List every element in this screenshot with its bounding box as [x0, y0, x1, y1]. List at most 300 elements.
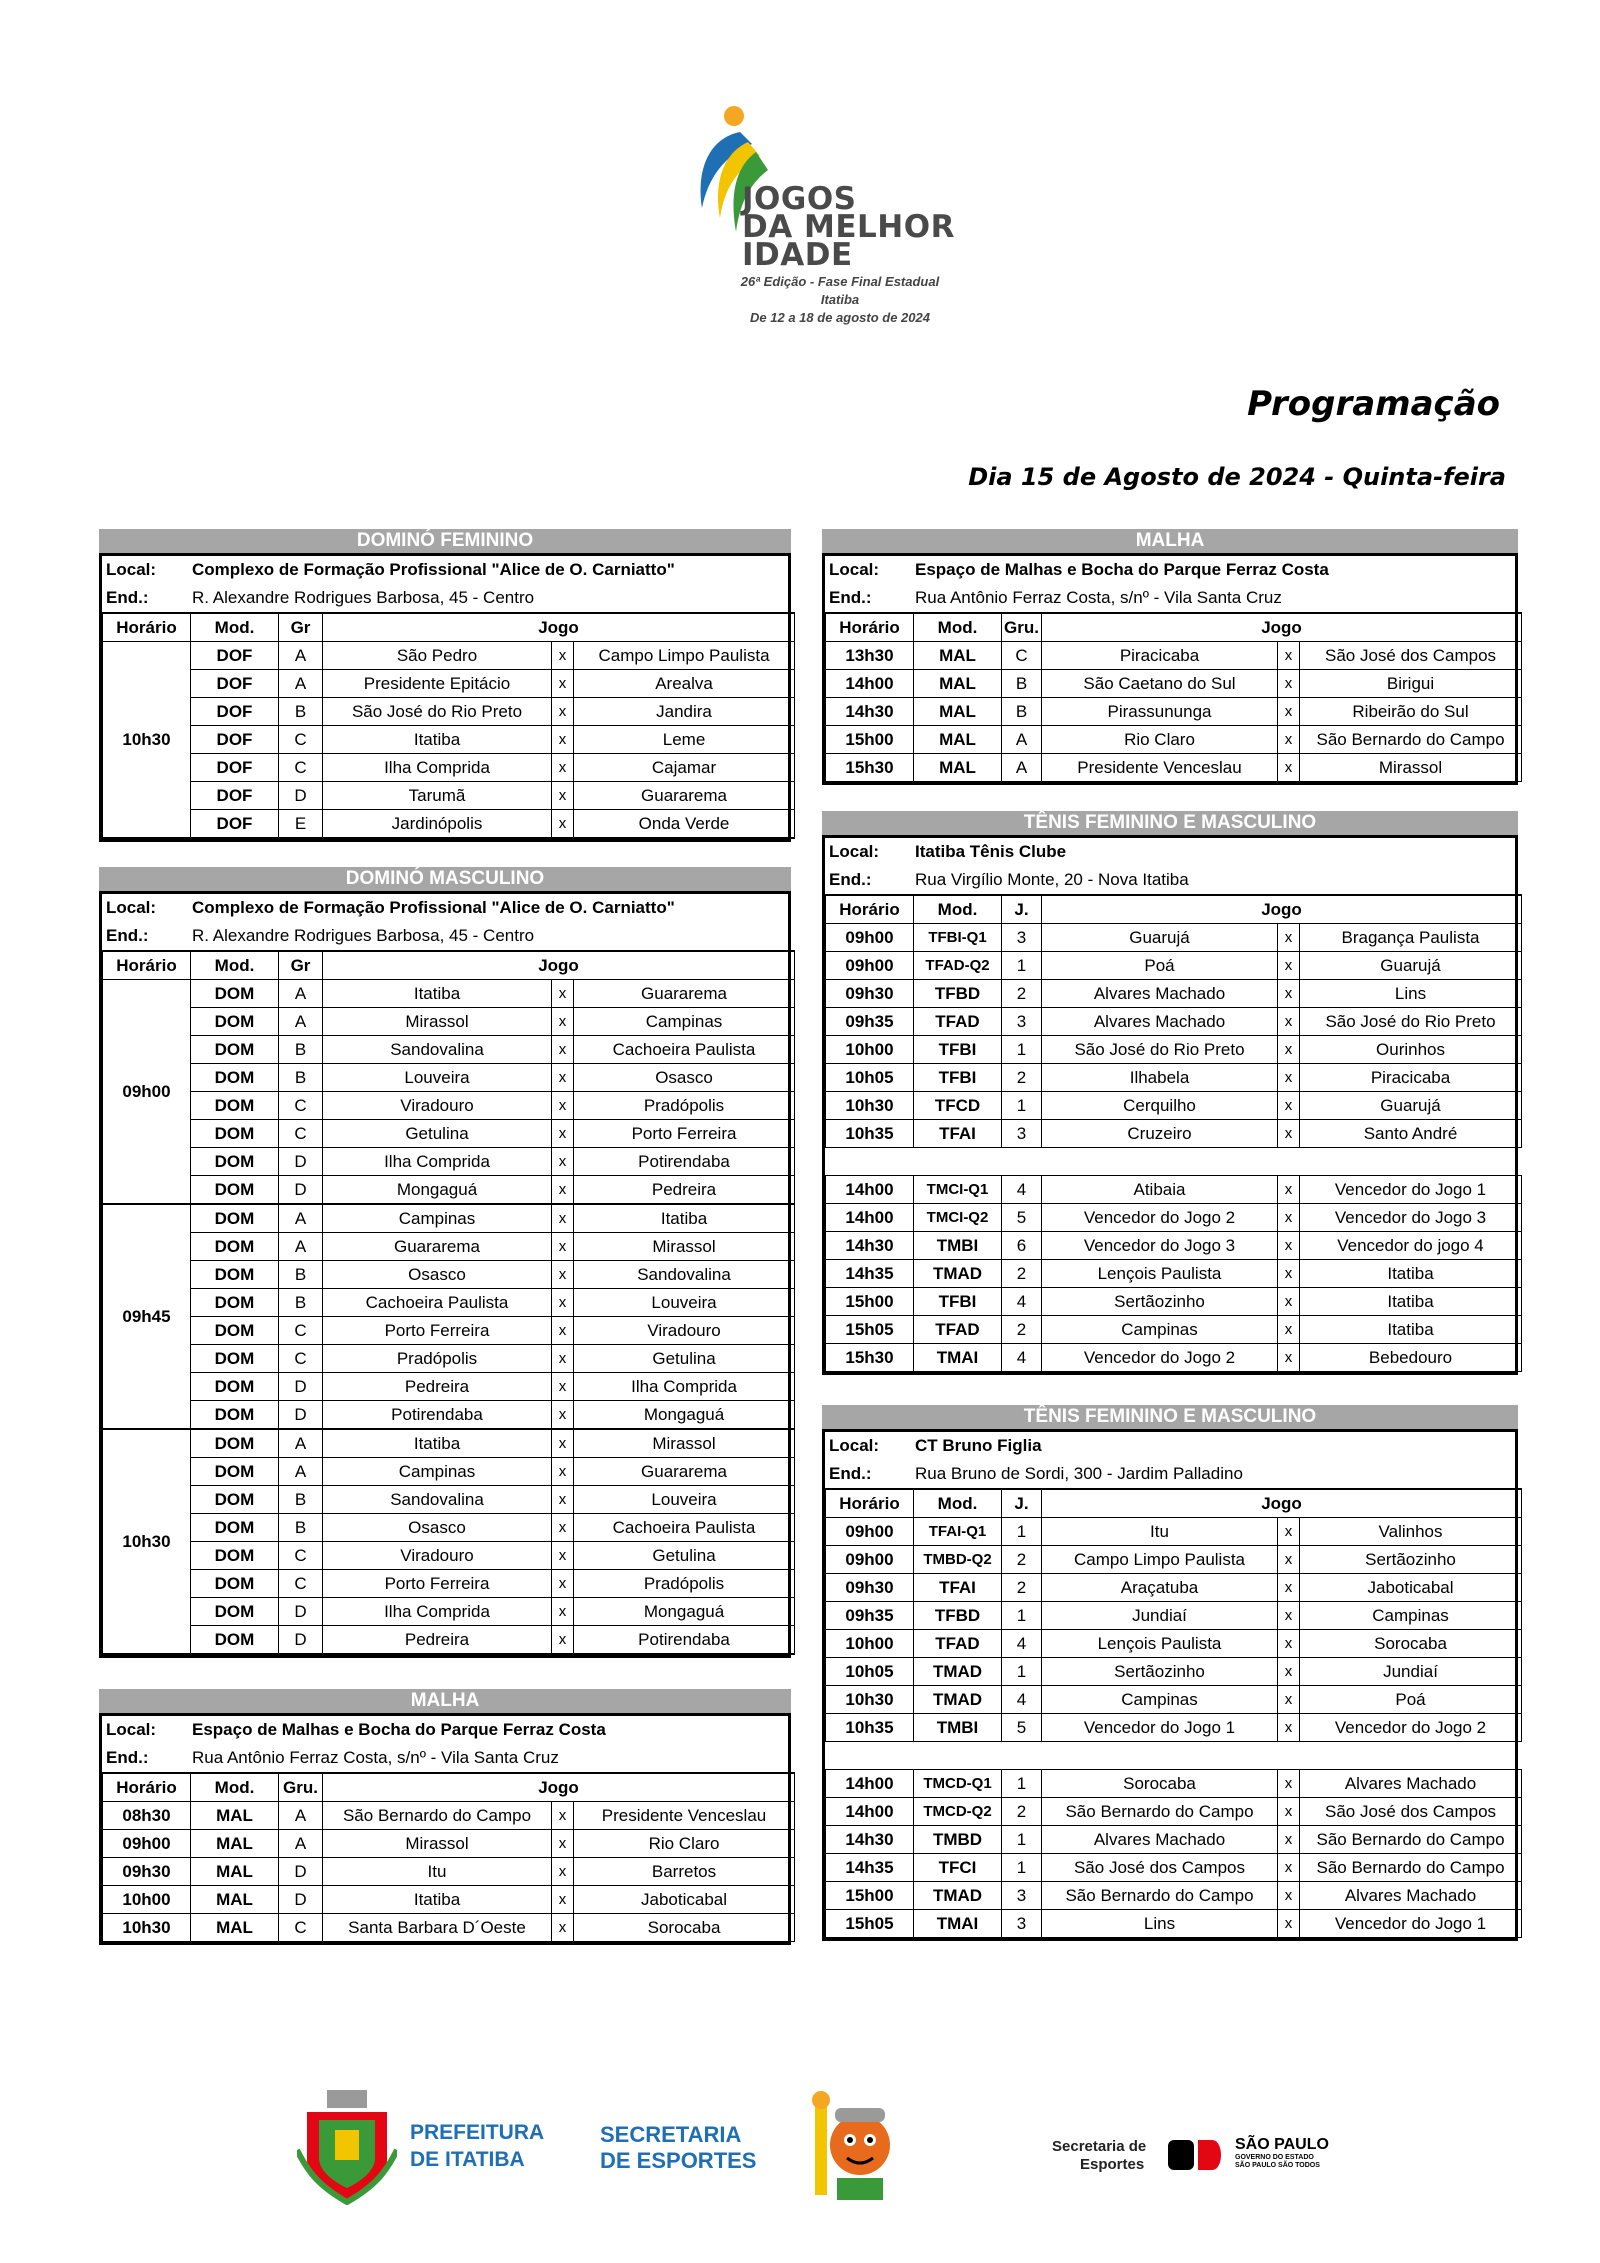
team-a-cell: Pedreira [323, 1626, 552, 1655]
mod-cell: DOM [191, 1092, 279, 1120]
mod-cell: DOM [191, 1345, 279, 1373]
team-a-cell: Lençois Paulista [1042, 1630, 1278, 1658]
group-cell: 3 [1002, 1008, 1042, 1036]
table-row [103, 1486, 795, 1514]
group-cell: A [279, 1429, 323, 1458]
time-cell: 14h00 [826, 1798, 914, 1826]
mod-cell: DOF [191, 670, 279, 698]
group-cell: 2 [1002, 1260, 1042, 1288]
table-row [103, 1914, 795, 1942]
versus-cell: x [552, 754, 574, 782]
versus-cell: x [1278, 1882, 1300, 1910]
time-cell: 10h05 [826, 1658, 914, 1686]
table-row [826, 726, 1522, 754]
mod-cell: TFBI [914, 1036, 1002, 1064]
versus-cell: x [552, 1064, 574, 1092]
table-row [826, 1546, 1522, 1574]
versus-cell: x [552, 1008, 574, 1036]
versus-cell: x [1278, 1036, 1300, 1064]
time-cell: 10h30 [103, 642, 191, 839]
team-b-cell: Campinas [574, 1008, 795, 1036]
group-cell: 1 [1002, 1602, 1042, 1630]
mod-cell: TFAD [914, 1630, 1002, 1658]
section-malha-left [99, 1689, 791, 1945]
mod-cell: TFBD [914, 1602, 1002, 1630]
team-a-cell: Pirassununga [1042, 698, 1278, 726]
mod-cell: DOM [191, 1486, 279, 1514]
venue-local-value: Espaço de Malhas e Bocha do Parque Ferraz Costa [915, 560, 1329, 579]
header-mod: Mod. [914, 613, 1002, 642]
time-cell: 09h00 [103, 980, 191, 1205]
group-cell: A [279, 1204, 323, 1233]
group-cell: C [279, 1542, 323, 1570]
table-row [826, 1826, 1522, 1854]
table-row [826, 1260, 1522, 1288]
team-a-cell: Louveira [323, 1064, 552, 1092]
versus-cell: x [552, 1570, 574, 1598]
versus-cell: x [1278, 952, 1300, 980]
venue-address [102, 1744, 788, 1772]
sp-line-2: GOVERNO DO ESTADO [1235, 2154, 1314, 2161]
group-cell: A [279, 1830, 323, 1858]
team-b-cell: Alvares Machado [1300, 1882, 1522, 1910]
time-cell: 15h05 [826, 1910, 914, 1938]
versus-cell: x [1278, 1316, 1300, 1344]
time-cell: 15h00 [826, 1288, 914, 1316]
group-cell: B [279, 1064, 323, 1092]
versus-cell: x [1278, 698, 1300, 726]
versus-cell: x [552, 1542, 574, 1570]
team-b-cell: Arealva [574, 670, 795, 698]
team-a-cell: Lins [1042, 1910, 1278, 1938]
time-cell: 15h05 [826, 1316, 914, 1344]
header-mod: Mod. [191, 613, 279, 642]
team-b-cell: São Bernardo do Campo [1300, 726, 1522, 754]
mod-cell: TMAI [914, 1344, 1002, 1372]
team-a-cell: Campinas [1042, 1686, 1278, 1714]
versus-cell: x [552, 1401, 574, 1430]
table-row [826, 1232, 1522, 1260]
time-cell: 09h00 [826, 1518, 914, 1546]
team-a-cell: Cerquilho [1042, 1092, 1278, 1120]
table-row [103, 1204, 795, 1233]
table-row [826, 1204, 1522, 1232]
team-b-cell: Pradópolis [574, 1092, 795, 1120]
table-row [103, 1008, 795, 1036]
team-b-cell: São José do Rio Preto [1300, 1008, 1522, 1036]
group-cell: A [279, 670, 323, 698]
header-mod: Mod. [191, 1773, 279, 1802]
group-cell: 1 [1002, 1518, 1042, 1546]
venue-local-label: Local: [106, 560, 157, 579]
mod-cell: DOM [191, 1542, 279, 1570]
header-group: J. [1002, 1489, 1042, 1518]
team-b-cell: Leme [574, 726, 795, 754]
versus-cell: x [1278, 1574, 1300, 1602]
table-header [826, 613, 1522, 642]
schedule-table [102, 950, 795, 1655]
table-row [103, 1345, 795, 1373]
team-a-cell: Sorocaba [1042, 1770, 1278, 1798]
table-row [103, 980, 795, 1008]
schedule-table [825, 612, 1522, 782]
team-b-cell: Jaboticabal [574, 1886, 795, 1914]
team-b-cell: Birigui [1300, 670, 1522, 698]
venue-address [102, 922, 788, 950]
table-row [103, 670, 795, 698]
venue-local-label: Local: [829, 1436, 880, 1455]
time-cell: 10h00 [103, 1886, 191, 1914]
header-jogo: Jogo [1042, 613, 1522, 642]
versus-cell: x [552, 1598, 574, 1626]
group-cell: C [279, 1914, 323, 1942]
header-group: J. [1002, 895, 1042, 924]
mod-cell: DOF [191, 698, 279, 726]
versus-cell: x [552, 1261, 574, 1289]
group-cell: A [1002, 754, 1042, 782]
team-b-cell: Louveira [574, 1486, 795, 1514]
header-horario: Horário [103, 951, 191, 980]
team-a-cell: São José do Rio Preto [1042, 1036, 1278, 1064]
venue-address [825, 584, 1515, 612]
team-a-cell: Cachoeira Paulista [323, 1289, 552, 1317]
table-row [103, 1458, 795, 1486]
group-cell: 1 [1002, 1770, 1042, 1798]
time-cell: 14h30 [826, 1826, 914, 1854]
group-cell: C [1002, 642, 1042, 670]
team-a-cell: São Pedro [323, 642, 552, 670]
itatiba-coat-of-arms-icon [297, 2090, 397, 2205]
page-title: Programação [1247, 384, 1500, 424]
mod-cell: DOM [191, 980, 279, 1008]
table-row [103, 1514, 795, 1542]
logo-edition: 26ª Edição - Fase Final Estadual [740, 274, 940, 289]
table-row [103, 1858, 795, 1886]
schedule-table [825, 894, 1522, 1372]
time-cell: 09h00 [103, 1830, 191, 1858]
table-row [103, 1626, 795, 1655]
blank-cell [826, 1742, 1522, 1770]
team-a-cell: Jundiaí [1042, 1602, 1278, 1630]
team-b-cell: Osasco [574, 1064, 795, 1092]
group-cell: E [279, 810, 323, 839]
versus-cell: x [552, 1886, 574, 1914]
team-a-cell: Campo Limpo Paulista [1042, 1546, 1278, 1574]
table-row [103, 810, 795, 839]
mod-cell: DOM [191, 1148, 279, 1176]
header-group: Gru. [279, 1773, 323, 1802]
group-cell: 4 [1002, 1288, 1042, 1316]
group-cell: B [279, 1514, 323, 1542]
table-row [826, 1344, 1522, 1372]
team-a-cell: Sandovalina [323, 1486, 552, 1514]
sec-sp-line-2: Esportes [1080, 2156, 1145, 2173]
team-a-cell: Presidente Epitácio [323, 670, 552, 698]
versus-cell: x [552, 1458, 574, 1486]
sp-brand-icon [1168, 2136, 1228, 2176]
team-b-cell: Vencedor do jogo 4 [1300, 1232, 1522, 1260]
day-subtitle: Dia 15 de Agosto de 2024 - Quinta-feira [968, 463, 1506, 491]
table-row [826, 1714, 1522, 1742]
time-cell: 09h00 [826, 924, 914, 952]
team-b-cell: Alvares Machado [1300, 1770, 1522, 1798]
versus-cell: x [552, 1120, 574, 1148]
table-row [103, 1830, 795, 1858]
team-a-cell: Alvares Machado [1042, 1826, 1278, 1854]
mod-cell: DOM [191, 1458, 279, 1486]
table-row [826, 1630, 1522, 1658]
team-a-cell: São Bernardo do Campo [1042, 1882, 1278, 1910]
group-cell: C [279, 726, 323, 754]
team-a-cell: Vencedor do Jogo 2 [1042, 1344, 1278, 1372]
team-b-cell: Porto Ferreira [574, 1120, 795, 1148]
venue-local-value: Itatiba Tênis Clube [915, 842, 1067, 861]
team-a-cell: Ilha Comprida [323, 1598, 552, 1626]
venue-address-value: Rua Bruno de Sordi, 300 - Jardim Palladino [915, 1464, 1243, 1483]
mod-cell: TMCI-Q1 [914, 1176, 1002, 1204]
versus-cell: x [552, 1914, 574, 1942]
versus-cell: x [1278, 1686, 1300, 1714]
table-row [826, 1574, 1522, 1602]
table-row [103, 1261, 795, 1289]
time-cell: 09h00 [826, 952, 914, 980]
venue-address [825, 1460, 1515, 1488]
team-a-cell: Guararema [323, 1233, 552, 1261]
mod-cell: DOF [191, 726, 279, 754]
sec-sp-line-1: Secretaria de [1052, 2138, 1147, 2155]
team-a-cell: Piracicaba [1042, 642, 1278, 670]
group-cell: B [279, 698, 323, 726]
group-cell: C [279, 1317, 323, 1345]
versus-cell: x [1278, 1260, 1300, 1288]
team-b-cell: Jundiaí [1300, 1658, 1522, 1686]
group-cell: 1 [1002, 952, 1042, 980]
group-cell: C [279, 1092, 323, 1120]
table-row [103, 642, 795, 670]
mod-cell: MAL [914, 642, 1002, 670]
team-b-cell: Guarujá [1300, 1092, 1522, 1120]
team-b-cell: Vencedor do Jogo 1 [1300, 1176, 1522, 1204]
prefeitura-line-1: PREFEITURA [410, 2121, 545, 2144]
versus-cell: x [1278, 1120, 1300, 1148]
team-b-cell: São Bernardo do Campo [1300, 1854, 1522, 1882]
header-mod: Mod. [914, 1489, 1002, 1518]
venue-local [825, 556, 1515, 584]
table-row [103, 1148, 795, 1176]
section-malha-right [822, 529, 1518, 785]
table-row [103, 1542, 795, 1570]
team-b-cell: Louveira [574, 1289, 795, 1317]
table-row [103, 1036, 795, 1064]
time-cell: 14h35 [826, 1854, 914, 1882]
group-cell: 5 [1002, 1714, 1042, 1742]
mod-cell: DOM [191, 1261, 279, 1289]
team-b-cell: Mirassol [1300, 754, 1522, 782]
header-mod: Mod. [914, 895, 1002, 924]
team-a-cell: Itatiba [323, 1429, 552, 1458]
versus-cell: x [1278, 1518, 1300, 1546]
mod-cell: DOM [191, 1233, 279, 1261]
team-a-cell: Itatiba [323, 980, 552, 1008]
table-row [826, 1910, 1522, 1938]
mod-cell: TFAI-Q1 [914, 1518, 1002, 1546]
time-cell: 09h30 [826, 980, 914, 1008]
mod-cell: MAL [914, 670, 1002, 698]
versus-cell: x [1278, 1658, 1300, 1686]
time-cell: 14h00 [826, 1204, 914, 1232]
mod-cell: DOM [191, 1064, 279, 1092]
team-a-cell: Mirassol [323, 1008, 552, 1036]
team-a-cell: Araçatuba [1042, 1574, 1278, 1602]
team-a-cell: Atibaia [1042, 1176, 1278, 1204]
team-b-cell: Cachoeira Paulista [574, 1514, 795, 1542]
versus-cell: x [1278, 1008, 1300, 1036]
table-row [826, 1658, 1522, 1686]
table-row [103, 1570, 795, 1598]
mod-cell: MAL [914, 754, 1002, 782]
mod-cell: DOF [191, 810, 279, 839]
header-horario: Horário [826, 895, 914, 924]
header-group: Gru. [1002, 613, 1042, 642]
group-cell: 3 [1002, 1882, 1042, 1910]
versus-cell: x [1278, 1770, 1300, 1798]
team-a-cell: Itatiba [323, 726, 552, 754]
team-b-cell: Potirendaba [574, 1148, 795, 1176]
group-cell: D [279, 1626, 323, 1655]
sp-line-1: SÃO PAULO [1235, 2136, 1329, 2153]
team-b-cell: Campo Limpo Paulista [574, 642, 795, 670]
time-cell: 15h30 [826, 1344, 914, 1372]
time-cell: 09h00 [826, 1546, 914, 1574]
logo-line-1: JOGOS [742, 181, 857, 217]
mod-cell: TMAD [914, 1882, 1002, 1910]
mod-cell: MAL [914, 726, 1002, 754]
team-a-cell: São Bernardo do Campo [323, 1802, 552, 1830]
group-cell: 1 [1002, 1092, 1042, 1120]
table-row [103, 1886, 795, 1914]
mod-cell: MAL [191, 1858, 279, 1886]
venue-local [102, 894, 788, 922]
group-cell: 4 [1002, 1630, 1042, 1658]
time-cell: 14h30 [826, 698, 914, 726]
venue-local-label: Local: [106, 1720, 157, 1739]
versus-cell: x [552, 1036, 574, 1064]
team-b-cell: Poá [1300, 1686, 1522, 1714]
table-row [103, 1289, 795, 1317]
table-row [826, 1120, 1522, 1148]
group-cell: D [279, 1176, 323, 1205]
group-cell: D [279, 782, 323, 810]
mod-cell: TFAD [914, 1316, 1002, 1344]
team-b-cell: Itatiba [574, 1204, 795, 1233]
team-b-cell: Ribeirão do Sul [1300, 698, 1522, 726]
versus-cell: x [1278, 924, 1300, 952]
time-cell: 14h35 [826, 1260, 914, 1288]
mod-cell: DOM [191, 1289, 279, 1317]
mod-cell: TMCI-Q2 [914, 1204, 1002, 1232]
footer [0, 2080, 1600, 2240]
group-cell: D [279, 1858, 323, 1886]
team-b-cell: Santo André [1300, 1120, 1522, 1148]
mod-cell: TMAD [914, 1260, 1002, 1288]
team-a-cell: Mongaguá [323, 1176, 552, 1205]
venue-local-value: CT Bruno Figlia [915, 1436, 1042, 1455]
team-b-cell: Sandovalina [574, 1261, 795, 1289]
schedule-table [825, 1488, 1522, 1938]
team-b-cell: Mongaguá [574, 1401, 795, 1430]
header-horario: Horário [826, 1489, 914, 1518]
time-cell: 10h00 [826, 1630, 914, 1658]
section-domino-feminino [99, 529, 791, 842]
event-logo [690, 98, 990, 338]
table-row [826, 1092, 1522, 1120]
mod-cell: DOM [191, 1036, 279, 1064]
team-b-cell: São José dos Campos [1300, 1798, 1522, 1826]
section-title: MALHA [99, 1689, 791, 1713]
logo-dates: De 12 a 18 de agosto de 2024 [750, 310, 930, 325]
mod-cell: DOM [191, 1598, 279, 1626]
header-group: Gr [279, 613, 323, 642]
group-cell: D [279, 1886, 323, 1914]
group-cell: D [279, 1148, 323, 1176]
team-a-cell: Campinas [1042, 1316, 1278, 1344]
mod-cell: TFCI [914, 1854, 1002, 1882]
mod-cell: MAL [914, 698, 1002, 726]
table-row [103, 1373, 795, 1401]
section-tenis-2 [822, 1405, 1518, 1941]
table-row [103, 1429, 795, 1458]
mod-cell: DOM [191, 1317, 279, 1345]
venue-address-value: Rua Virgílio Monte, 20 - Nova Itatiba [915, 870, 1189, 889]
table-row [103, 1317, 795, 1345]
team-a-cell: Ilha Comprida [323, 1148, 552, 1176]
mod-cell: MAL [191, 1802, 279, 1830]
time-cell: 14h00 [826, 1176, 914, 1204]
group-cell: C [279, 754, 323, 782]
venue-address-value: Rua Antônio Ferraz Costa, s/nº - Vila Santa Cruz [192, 1748, 559, 1767]
mod-cell: TMAI [914, 1910, 1002, 1938]
mod-cell: TFAI [914, 1574, 1002, 1602]
versus-cell: x [1278, 1344, 1300, 1372]
time-cell: 10h30 [826, 1092, 914, 1120]
team-a-cell: Itu [323, 1858, 552, 1886]
versus-cell: x [1278, 642, 1300, 670]
team-b-cell: Vencedor do Jogo 1 [1300, 1910, 1522, 1938]
team-a-cell: Pradópolis [323, 1345, 552, 1373]
table-row [826, 1316, 1522, 1344]
mod-cell: MAL [191, 1914, 279, 1942]
group-cell: D [279, 1373, 323, 1401]
group-cell: B [1002, 698, 1042, 726]
table-row [826, 754, 1522, 782]
sp-line-3: SÃO PAULO SÃO TODOS [1235, 2162, 1320, 2169]
mod-cell: TMAD [914, 1658, 1002, 1686]
team-a-cell: Pedreira [323, 1373, 552, 1401]
table-row [103, 1064, 795, 1092]
time-cell: 09h45 [103, 1204, 191, 1429]
group-cell: C [279, 1345, 323, 1373]
team-a-cell: Tarumã [323, 782, 552, 810]
group-cell: 5 [1002, 1204, 1042, 1232]
team-a-cell: Sertãozinho [1042, 1288, 1278, 1316]
versus-cell: x [1278, 1092, 1300, 1120]
prefeitura-line-2: DE ITATIBA [410, 2148, 525, 2171]
team-b-cell: Piracicaba [1300, 1064, 1522, 1092]
section-domino-masculino [99, 867, 791, 1658]
table-row [826, 1036, 1522, 1064]
team-b-cell: São José dos Campos [1300, 642, 1522, 670]
team-a-cell: Campinas [323, 1458, 552, 1486]
